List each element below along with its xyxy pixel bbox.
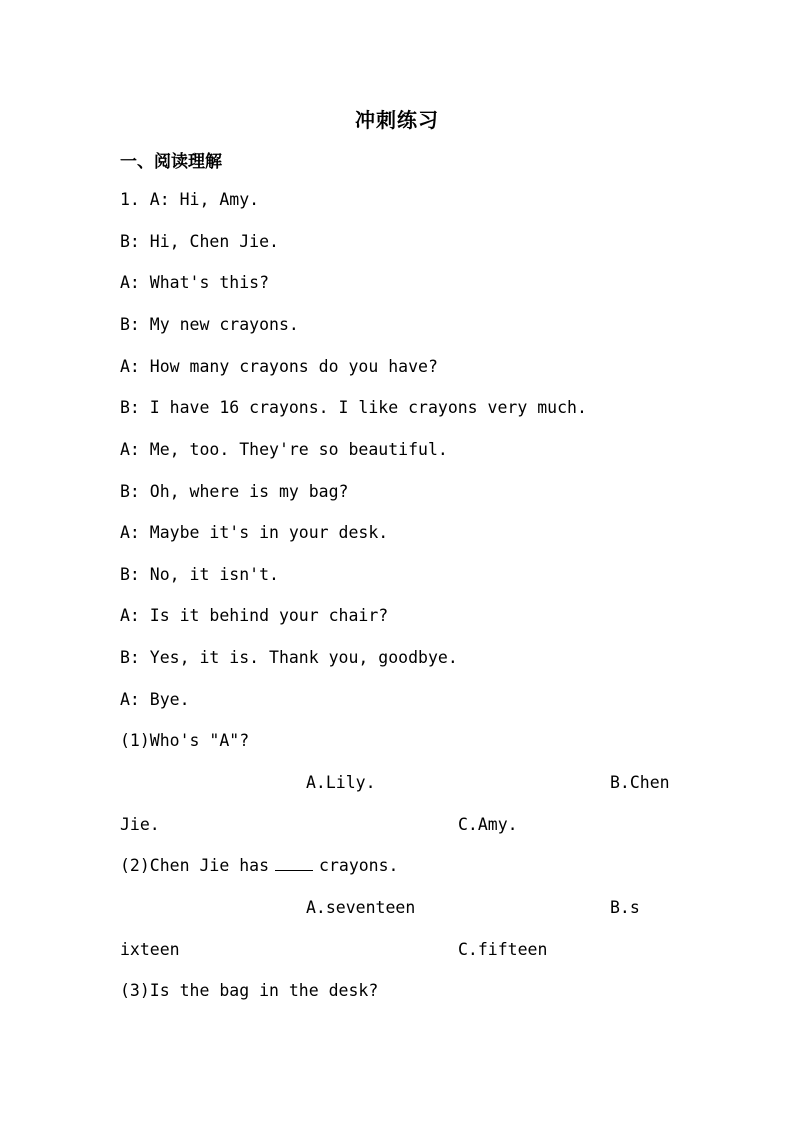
dialogue-line: A: Me, too. They're so beautiful.: [120, 440, 448, 459]
question-3-stem: (3)Is the bag in the desk?: [120, 981, 379, 1000]
dialogue-line: B: Oh, where is my bag?: [120, 482, 349, 501]
dialogue-line: A: Bye.: [120, 690, 190, 709]
dialogue-line: A: What's this?: [120, 273, 270, 292]
dialogue-line: B: My new crayons.: [120, 315, 299, 334]
page-title: 冲刺练习: [355, 108, 439, 132]
question-2-option-b-continued: ixteen: [120, 940, 180, 959]
question-1-stem: (1)Who's "A"?: [120, 731, 250, 750]
question-2-option-b: B.s: [610, 898, 640, 917]
question-2-option-a: A.seventeen: [306, 898, 416, 917]
dialogue-line: A: Maybe it's in your desk.: [120, 523, 389, 542]
dialogue-line: A: How many crayons do you have?: [120, 357, 438, 376]
dialogue-line: A: Is it behind your chair?: [120, 606, 389, 625]
question-1-option-a: A.Lily.: [306, 773, 376, 792]
dialogue-line: 1. A: Hi, Amy.: [120, 190, 260, 209]
question-1-option-b-continued: Jie.: [120, 815, 160, 834]
question-2-option-c: C.fifteen: [458, 940, 548, 959]
question-1-option-c: C.Amy.: [458, 815, 518, 834]
question-1-option-b: B.Chen: [610, 773, 670, 792]
dialogue-line: B: I have 16 crayons. I like crayons very much.: [120, 398, 587, 417]
question-2-stem: [120, 855, 399, 877]
question-2-stem-before: (2)Chen Jie has: [120, 856, 270, 875]
answer-blank: [275, 856, 313, 871]
section-heading: 一、阅读理解: [120, 152, 222, 172]
dialogue-line: B: No, it isn't.: [120, 565, 279, 584]
dialogue-line: B: Yes, it is. Thank you, goodbye.: [120, 648, 458, 667]
question-2-stem-after: crayons.: [319, 856, 399, 875]
dialogue-line: B: Hi, Chen Jie.: [120, 232, 279, 251]
